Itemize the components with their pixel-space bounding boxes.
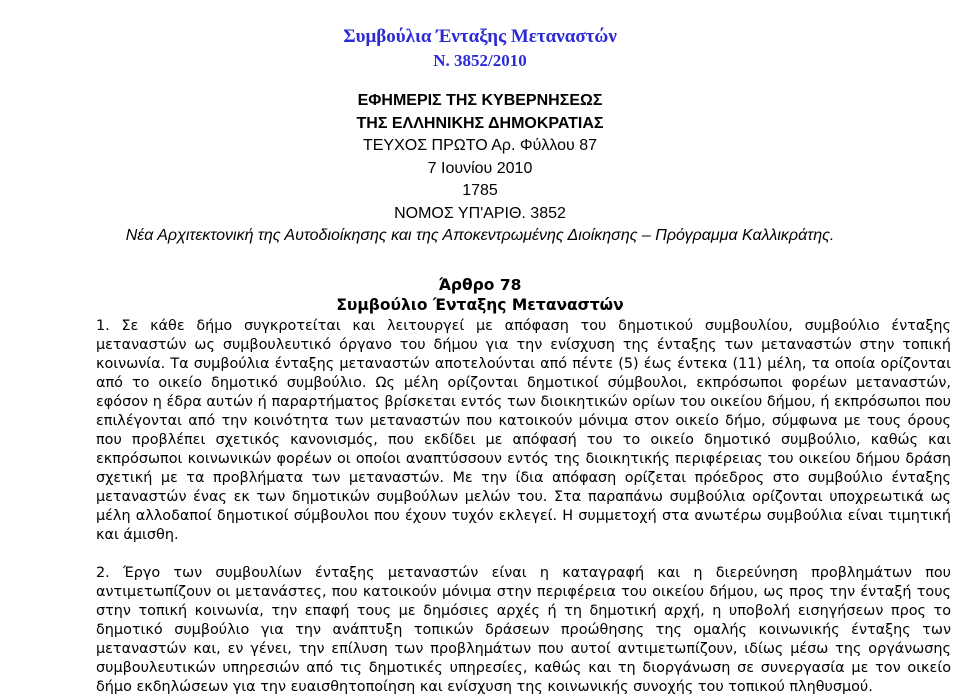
article-heading: Συμβούλιο Ένταξης Μεταναστών xyxy=(336,296,624,314)
gazette-number: 1785 xyxy=(462,182,498,199)
law-reference: ΝΟΜΟΣ ΥΠ'ΑΡΙΘ. 3852 xyxy=(394,204,566,222)
gazette-line-1: ΕΦΗΜΕΡΙΣ ΤΗΣ ΚΥΒΕΡΝΗΣΕΩΣ xyxy=(357,92,603,109)
article-paragraph-2: 2. Έργο των συμβουλίων ένταξης μεταναστών είναι η καταγραφή και η διερεύνηση προβλημάτων που αντιμετωπίζουν οι μετανάστες, που κατοικούν μόνιμα στην περιφέρεια του οικείου δήμου, ως προς την ένταξή τους στην τοπική κοινωνία, την επαφή τους με δημόσιες αρχές ή τη δημοτική αρχή, η υποβολή εισηγήσεων προς το δημοτικό συμβούλιο για την ανάπτυξη τοπικών δράσεων προώθησης της ομαλής κοινωνικής ένταξης των μεταναστών και, εν γένει, την επίλυση των προβλημάτων που αυτοί αντιμετωπίζουν, ιδίως μέσω της οργάνωσης συμβουλευτικών υπηρεσιών από τις δημοτικές υπηρεσίες, καθώς και τη διοργάνωση σε συνεργασία με τον οικείο δήμο εκδηλώσεων για την ευαισθητοποίηση και ενίσχυση της κοινωνικής συνοχής του τοπικού πληθυσμού. xyxy=(96,565,951,695)
article-number: Άρθρο 78 xyxy=(438,276,522,294)
gazette-line-2: ΤΗΣ ΕΛΛΗΝΙΚΗΣ ΔΗΜΟΚΡΑΤΙΑΣ xyxy=(356,114,604,132)
gazette-date: 7 Ιουνίου 2010 xyxy=(427,159,533,177)
article-paragraph-1: 1. Σε κάθε δήμο συγκροτείται και λειτουργεί με απόφαση του δημοτικού συμβουλίου, συμβούλιο ένταξης μεταναστών ως συμβουλευτικό όργανο του δήμου για την ενίσχυση της ένταξης των μεταναστών στην τοπική κοινωνία. Τα συμβούλια ένταξης μεταναστών αποτελούνται από πέντε (5) έως έντεκα (11) μέλη, τα οποία ορίζονται από το οικείο δημοτικό συμβούλιο. Ως μέλη ορίζονται δημοτικοί σύμβουλοι, εκπρόσωποι φορέων μεταναστών, εφόσον η έδρα αυτών ή παραρτήματος βρίσκεται εντός των διοικητικών ορίων του οικείου δήμου, ή εκπρόσωποι που επιλέγονται από την κοινότητα των μεταναστών που κατοικούν μόνιμα στον οικείο δήμο, σύμφωνα με τους όρους που προβλέπει σχετικός κανονισμός, που εκδίδει με απόφασή του το οικείο δημοτικό συμβούλιο, καθώς και εκπρόσωποι κοινωνικών φορέων οι οποίοι αναπτύσσουν εντός της διοικητικής περιφέρειας του οικείου δήμου δράση σχετική με τα προβλήματα των μεταναστών. Με την ίδια απόφαση ορίζεται πρόεδρος στο συμβούλιο ένταξης μεταναστών ένας εκ των δημοτικών συμβούλων μελών του. Στα παραπάνω συμβούλια ορίζονται υποχρεωτικά ως μέλη αλλοδαποί δημοτικοί σύμβουλοι που έχουν τυχόν εκλεγεί. Η συμμετοχή στα ανωτέρω συμβούλια είναι τιμητική και άμισθη. xyxy=(96,318,951,543)
law-title: Νέα Αρχιτεκτονική της Αυτοδιοίκησης και της Αποκεντρωμένης Διοίκησης – Πρόγραμμα Καλλικράτης. xyxy=(125,227,835,244)
document-title: Συμβούλια Ένταξης Μεταναστών xyxy=(343,26,617,47)
gazette-issue: ΤΕΥΧΟΣ ΠΡΩΤΟ Αρ. Φύλλου 87 xyxy=(362,137,598,154)
law-number: Ν. 3852/2010 xyxy=(433,51,527,70)
gazette-block xyxy=(0,90,960,248)
